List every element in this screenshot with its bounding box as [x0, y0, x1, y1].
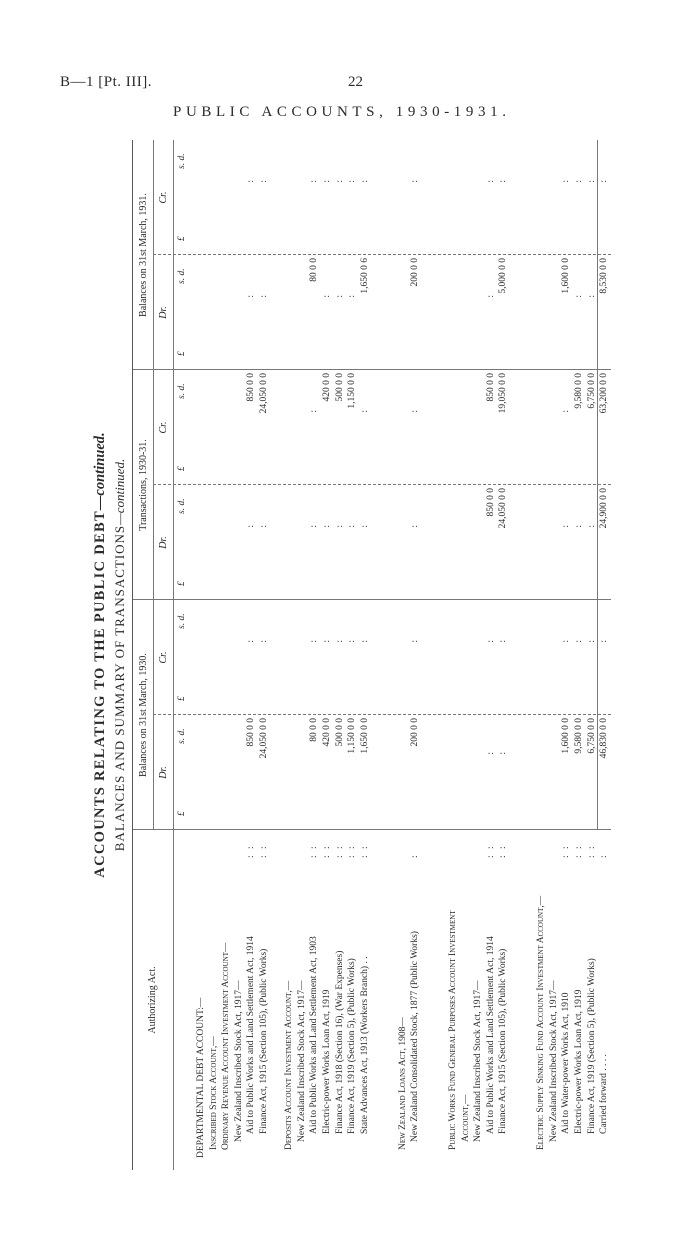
cell-c31: :: [309, 180, 320, 183]
leader-dots: : :: [359, 844, 370, 858]
unit-sd-label: s. d.: [177, 268, 187, 284]
cell-c30: :: [246, 640, 257, 643]
cell-ct: 24,050 0 0: [259, 373, 269, 414]
table-subheading: BALANCES AND SUMMARY OF TRANSACTIONS—continued.: [112, 458, 127, 852]
page-title: PUBLIC ACCOUNTS, 1930-1931.: [173, 104, 511, 120]
page-number: 22: [348, 74, 363, 90]
leader-dots: : :: [246, 844, 257, 858]
table-row: [359, 140, 372, 1170]
cell-d30: 80 0 0: [309, 718, 320, 742]
table-row: [510, 140, 523, 1170]
leader-dots: : :: [347, 844, 358, 858]
table-row: [560, 140, 573, 1170]
unit-sd-label: s. d.: [177, 498, 187, 514]
row-label: Aid to Public Works and Land Settlement Act, 1903: [309, 936, 320, 1134]
table-row: [195, 140, 208, 1170]
cell-d31: 1,600 0 0: [561, 258, 572, 294]
cell-c31: :: [599, 180, 610, 183]
table-row: [598, 140, 611, 1170]
row-label: Finance Act, 1919 (Section 5), (Public Works): [586, 958, 597, 1134]
column-header-balances-1931: Balances on 31st March, 1931.: [138, 193, 149, 317]
leader-dots: : :: [586, 844, 597, 858]
subheader-cr: Cr.: [158, 191, 169, 204]
cell-d31: :: [334, 295, 345, 298]
cell-ct: 9,580 0 0: [574, 373, 584, 409]
row-label: New Zealand Inscribed Stock Act, 1917—: [548, 980, 559, 1142]
cell-dt: :: [347, 525, 358, 528]
cell-c30: :: [334, 640, 345, 643]
table-row: [308, 140, 321, 1170]
cell-dt: :: [246, 525, 257, 528]
unit-pound-label: £: [177, 466, 187, 471]
cell-d30: 46,830 0 0: [599, 718, 610, 759]
table-row: [422, 140, 435, 1170]
row-label: DEPARTMENTAL DEBT ACCOUNT:—: [196, 997, 206, 1158]
cell-c31: :: [485, 180, 496, 183]
leader-dots: : :: [259, 844, 269, 858]
leader-dots: : :: [498, 844, 509, 858]
table-row: [409, 140, 422, 1170]
cell-dt: :: [410, 525, 421, 528]
unit-sd-label: s. d.: [177, 153, 187, 169]
table-row: [485, 140, 498, 1170]
row-label: Aid to Water-power Works Act, 1910: [561, 992, 572, 1134]
cell-d30: 24,050 0 0: [259, 718, 269, 759]
cell-c30: :: [309, 640, 320, 643]
cell-dt: :: [309, 525, 320, 528]
leader-dots: : :: [574, 844, 584, 858]
cell-dt: :: [259, 525, 269, 528]
row-label: Account,—: [460, 1094, 471, 1142]
cell-dt: 850 0 0: [485, 488, 496, 517]
leader-dots: : :: [485, 844, 496, 858]
cell-c31: :: [246, 180, 257, 183]
column-header-act: Authorizing Act.: [147, 966, 158, 1034]
row-label: Electric-power Works Loan Act, 1919: [574, 989, 584, 1134]
row-label: State Advances Act, 1913 (Workers Branch) . .: [359, 956, 370, 1134]
cell-d31: :: [586, 295, 597, 298]
rotated-table-page: [90, 140, 610, 1170]
cell-ct: :: [309, 410, 320, 413]
cell-d31: 200 0 0: [410, 258, 421, 287]
cell-d30: 1,150 0 0: [347, 718, 358, 754]
cell-d31: 8,530 0 0: [599, 258, 610, 294]
cell-c30: :: [410, 640, 421, 643]
cell-d31: 80 0 0: [309, 258, 320, 282]
table-row: [384, 140, 397, 1170]
table-row: [535, 140, 548, 1170]
cell-c30: :: [347, 640, 358, 643]
cell-d30: 9,580 0 0: [574, 718, 584, 754]
cell-c30: :: [259, 640, 269, 643]
cell-dt: :: [334, 525, 345, 528]
table-heading: ACCOUNTS RELATING TO THE PUBLIC DEBT—continued.: [92, 432, 108, 878]
leader-dots: : :: [322, 844, 332, 858]
row-label: Inscribed Stock Account,—: [208, 1036, 219, 1150]
table-row: [346, 140, 359, 1170]
table-row: [245, 140, 258, 1170]
cell-ct: :: [410, 410, 421, 413]
table-row: [283, 140, 296, 1170]
cell-d30: 1,650 0 0: [359, 718, 370, 754]
cell-d31: :: [485, 295, 496, 298]
page-reference: B—1 [Pt. III].: [60, 74, 152, 90]
cell-c31: :: [561, 180, 572, 183]
subheader-dr: Dr.: [158, 306, 169, 319]
header-divider: [173, 140, 174, 1170]
cell-dt: :: [322, 525, 332, 528]
table-row: [321, 140, 334, 1170]
cell-c30: :: [485, 640, 496, 643]
cell-c30: :: [561, 640, 572, 643]
cell-ct: :: [359, 410, 370, 413]
cell-d30: 500 0 0: [334, 718, 345, 747]
unit-pound-label: £: [177, 581, 187, 586]
row-label: Electric-power Works Loan Act, 1919: [322, 989, 332, 1134]
cell-c30: :: [586, 640, 597, 643]
table-row: [296, 140, 309, 1170]
cell-c30: :: [498, 640, 509, 643]
column-header-balances-1930: Balances on 31st March, 1930.: [138, 653, 149, 777]
cell-c31: :: [574, 180, 584, 183]
cell-d31: :: [347, 295, 358, 298]
cell-c30: :: [599, 640, 610, 643]
cell-c31: :: [498, 180, 509, 183]
cell-dt: :: [359, 525, 370, 528]
cell-ct: 1,150 0 0: [347, 373, 358, 409]
row-label: Electric Supply Sinking Fund Account Investment Account,—: [536, 895, 547, 1150]
unit-pound-label: £: [177, 696, 187, 701]
table-row: [573, 140, 586, 1170]
cell-d31: 5,000 0 0: [498, 258, 509, 294]
row-label: Finance Act, 1915 (Section 105), (Public Works): [259, 948, 269, 1134]
cell-d30: 420 0 0: [322, 718, 332, 747]
row-label: Aid to Public Works and Land Settlement Act, 1914: [485, 936, 496, 1134]
table-row: [497, 140, 510, 1170]
table-row: [397, 140, 410, 1170]
row-label: Carried forward . . . .: [599, 1054, 610, 1134]
row-label: New Zealand Inscribed Stock Act, 1917—: [233, 980, 244, 1142]
cell-d30: :: [485, 752, 496, 755]
row-label: New Zealand Consolidated Stock, 1877 (Public Works): [410, 931, 421, 1142]
cell-d30: 200 0 0: [410, 718, 421, 747]
cell-dt: 24,050 0 0: [498, 488, 509, 529]
subheader-dr: Dr.: [158, 536, 169, 549]
table-row: [334, 140, 347, 1170]
table-row: [208, 140, 221, 1170]
cell-ct: 850 0 0: [485, 373, 496, 402]
row-label: New Zealand Loans Act, 1908—: [397, 1017, 408, 1150]
cell-ct: 19,050 0 0: [498, 373, 509, 414]
row-label: Public Works Fund General Purposes Account Investment: [448, 910, 458, 1150]
cell-d30: :: [498, 752, 509, 755]
cell-d31: :: [574, 295, 584, 298]
row-label: Finance Act, 1918 (Section 16), (War Expenses): [334, 950, 345, 1134]
subheader-dr: Dr.: [158, 766, 169, 779]
table-row: [271, 140, 284, 1170]
cell-dt: :: [586, 525, 597, 528]
cell-d31: :: [259, 295, 269, 298]
leader-dots: : :: [561, 844, 572, 858]
cell-c31: :: [586, 180, 597, 183]
leader-dots: : :: [309, 844, 320, 858]
cell-ct: 6,750 0 0: [586, 373, 597, 409]
cell-ct: 420 0 0: [322, 373, 332, 402]
cell-d30: 1,600 0 0: [561, 718, 572, 754]
cell-c31: :: [347, 180, 358, 183]
table-row: [460, 140, 473, 1170]
cell-c31: :: [334, 180, 345, 183]
cell-dt: :: [574, 525, 584, 528]
table-row: [548, 140, 561, 1170]
cell-ct: 500 0 0: [334, 373, 345, 402]
cell-c30: :: [359, 640, 370, 643]
unit-pound-label: £: [177, 351, 187, 356]
row-label: Ordinary Revenue Account Investment Account—: [221, 942, 232, 1150]
column-header-transactions: Transactions, 1930-31.: [138, 439, 149, 531]
row-label: New Zealand Inscribed Stock Act, 1917—: [296, 980, 307, 1142]
cell-ct: 850 0 0: [246, 373, 257, 402]
row-label: Aid to Public Works and Land Settlement Act, 1914: [246, 936, 257, 1134]
cell-c30: :: [574, 640, 584, 643]
unit-sd-label: s. d.: [177, 613, 187, 629]
leader-dots: :: [410, 853, 421, 858]
cell-d31: :: [322, 295, 332, 298]
cell-d31: 1,650 0 6: [359, 258, 370, 294]
cell-ct: :: [561, 410, 572, 413]
table-row: [220, 140, 233, 1170]
table-row: [233, 140, 246, 1170]
table-row: [447, 140, 460, 1170]
row-label: New Zealand Inscribed Stock Act, 1917—: [473, 980, 484, 1142]
subheader-cr: Cr.: [158, 651, 169, 664]
row-label: Finance Act, 1919 (Section 5), (Public Works): [347, 958, 358, 1134]
table-row: [523, 140, 536, 1170]
cell-c31: :: [410, 180, 421, 183]
row-label: Finance Act, 1915 (Section 105), (Public Works): [498, 948, 509, 1134]
cell-dt: 24,900 0 0: [599, 488, 610, 529]
table-row: [258, 140, 271, 1170]
debt-table: [132, 140, 611, 1170]
leader-dots: :: [599, 853, 610, 858]
unit-pound-label: £: [177, 236, 187, 241]
row-label: Deposits Account Investment Account,—: [284, 980, 295, 1150]
cell-c31: :: [259, 180, 269, 183]
table-row: [371, 140, 384, 1170]
unit-sd-label: s. d.: [177, 383, 187, 399]
cell-dt: :: [561, 525, 572, 528]
cell-d31: :: [246, 295, 257, 298]
unit-pound-label: £: [177, 811, 187, 816]
cell-ct: 63,200 0 0: [599, 373, 610, 414]
table-row: [434, 140, 447, 1170]
table-row: [472, 140, 485, 1170]
cell-c30: :: [322, 640, 332, 643]
cell-d30: 850 0 0: [246, 718, 257, 747]
cell-c31: :: [322, 180, 332, 183]
unit-sd-label: s. d.: [177, 728, 187, 744]
subheader-cr: Cr.: [158, 421, 169, 434]
header-divider: [153, 140, 154, 830]
cell-c31: :: [359, 180, 370, 183]
leader-dots: : :: [334, 844, 345, 858]
cell-d30: 6,750 0 0: [586, 718, 597, 754]
